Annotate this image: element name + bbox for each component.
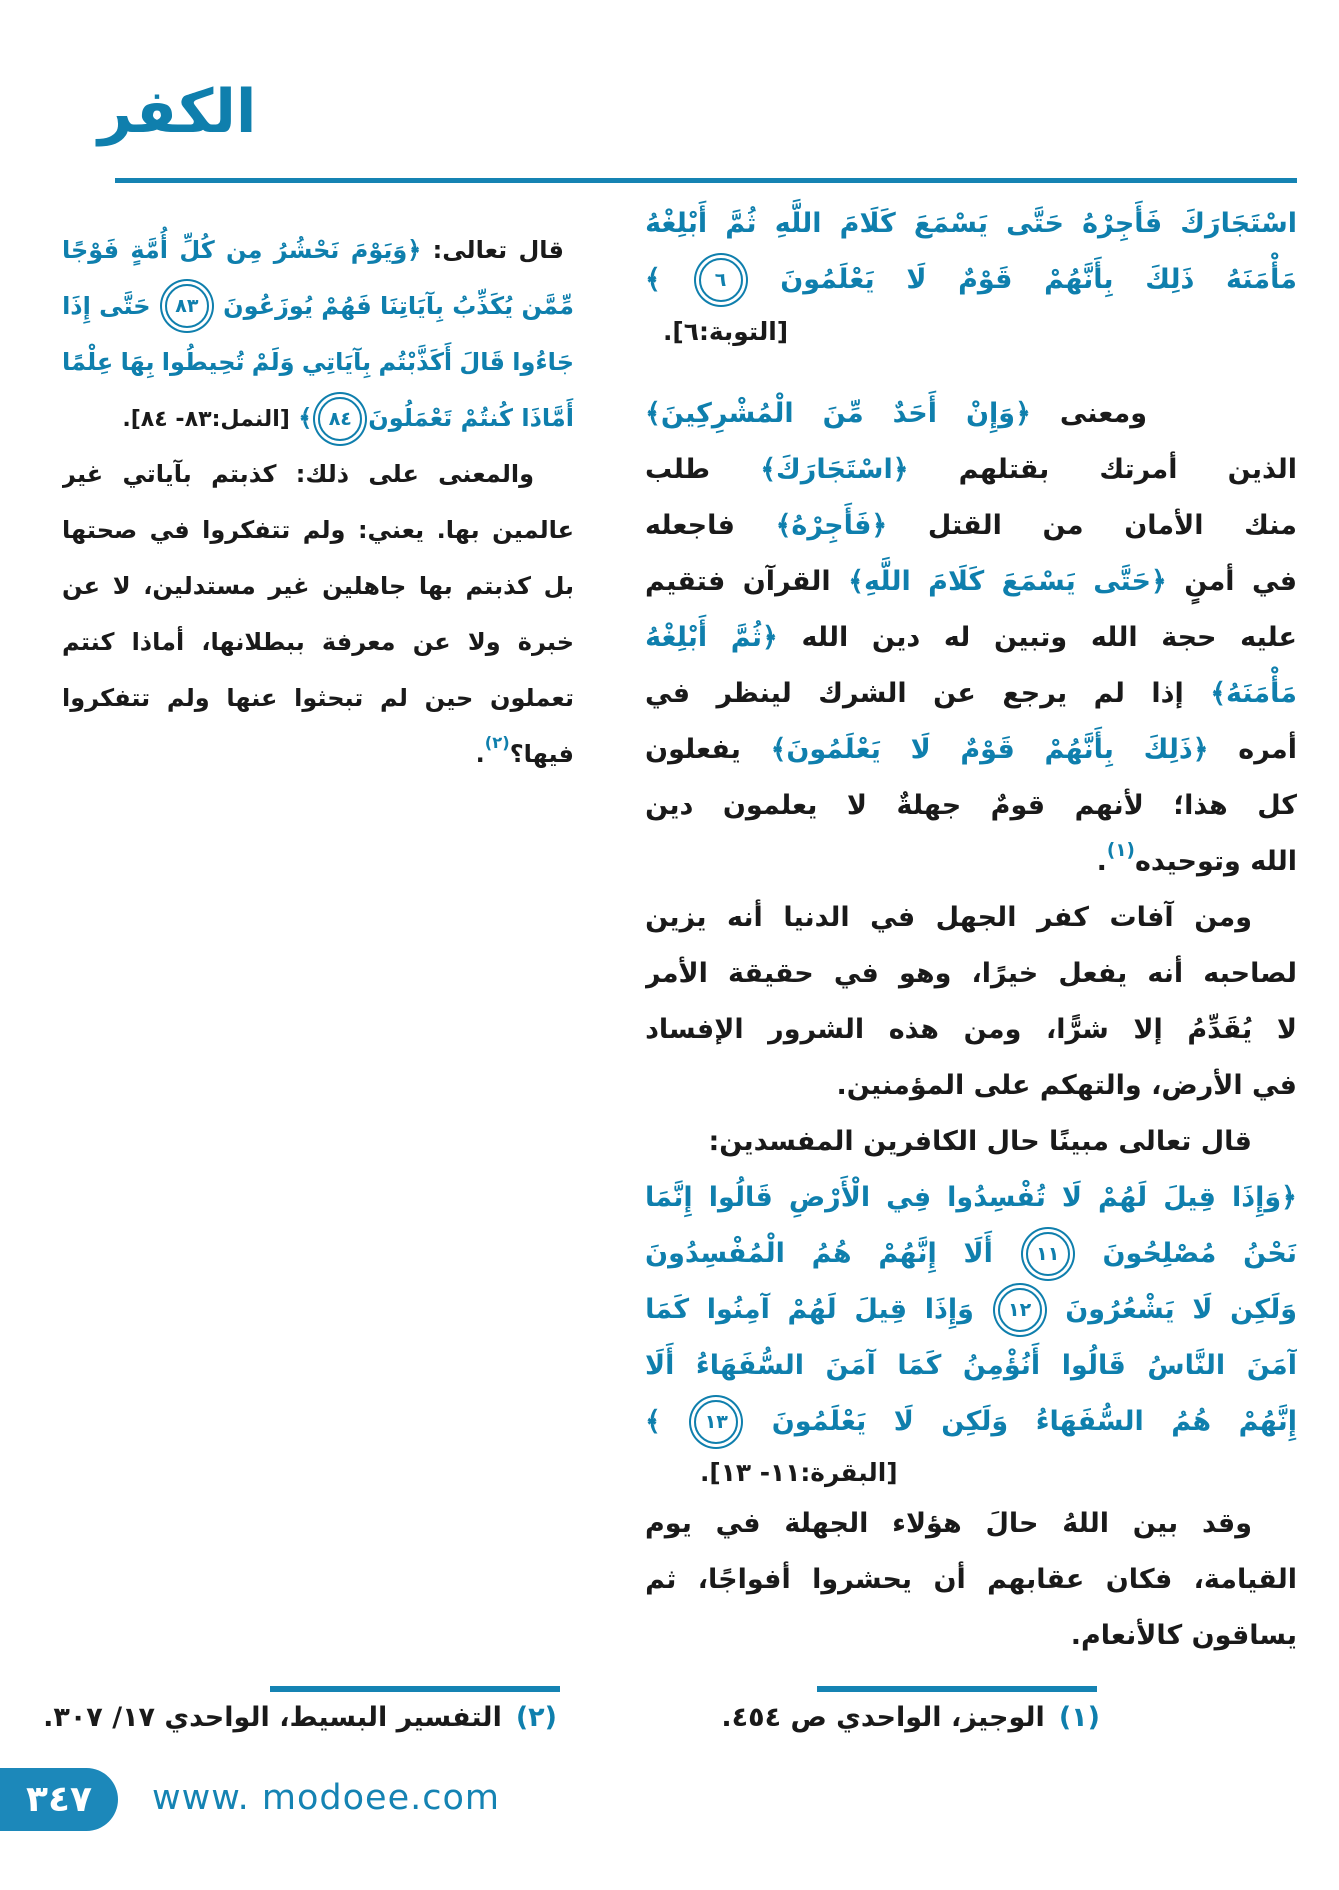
quran-quote: لَا [893, 1406, 914, 1437]
text-line [645, 442, 1297, 498]
body-text: أمرتك [1099, 454, 1178, 485]
body-text: خيرًا، [971, 958, 1039, 989]
body-text: جاهلين [322, 572, 407, 600]
text-line [645, 834, 1297, 890]
body-text: طلب [645, 454, 711, 485]
quran-quote: قَوْمٌ [958, 264, 1013, 295]
text-line [62, 390, 574, 446]
quran-quote: يَعْلَمُونَ﴾ [770, 734, 881, 765]
body-text: لم [380, 684, 408, 712]
body-text: أماذا [131, 628, 185, 656]
body-text: عن [933, 678, 976, 709]
body-text: ذلك: [295, 460, 350, 488]
footnote-rule-left [270, 1686, 560, 1692]
quran-quote: كُلِّ [179, 236, 215, 264]
body-text: وهو [898, 958, 952, 989]
body-text: بين [1132, 1508, 1179, 1539]
quran-quote: بِأَنَّهُمْ [1044, 734, 1114, 765]
citation-text: [البقرة:١١- ١٣]. [700, 1458, 898, 1487]
text-line [62, 446, 574, 502]
body-text: صحتها [62, 516, 138, 544]
quran-quote: حَتَّى [99, 292, 151, 320]
body-text: بها. [436, 516, 480, 544]
quran-quote: مِّنَ [822, 398, 864, 429]
body-text: فكان [1105, 1564, 1173, 1595]
body-text: يساقون كالأنعام. [1070, 1620, 1297, 1651]
body-text: إذا [1151, 678, 1184, 709]
body-text: الأمان [1124, 510, 1204, 541]
quran-quote: نَحْنُ [1243, 1238, 1297, 1269]
body-text: الله [1090, 622, 1138, 653]
quran-quote: لَهُمْ [787, 1294, 837, 1325]
body-text: بآياتي [122, 460, 192, 488]
body-text: لينظر [716, 678, 792, 709]
body-text: لا [112, 572, 131, 600]
footnote-1 [721, 1702, 1100, 1733]
quran-quote: آمَنَ [1246, 1350, 1297, 1381]
body-text: الذين [1227, 454, 1297, 485]
body-text: تعالى: [432, 236, 508, 264]
quran-quote: قَوْمٌ [960, 734, 1015, 765]
verse-number-medallion: ٦ [699, 258, 743, 302]
footnote-reference: (٢) [484, 733, 510, 752]
quran-quote: يَسْمَعَ [1001, 566, 1076, 597]
body-text: يزين [645, 902, 707, 933]
footnote-rule-right [817, 1686, 1097, 1692]
body-text: الشرور [768, 1014, 865, 1045]
text-line [645, 722, 1297, 778]
text-line [645, 386, 1297, 442]
body-text: الجهلة [784, 1508, 869, 1539]
quran-quote: السُّفَهَاءُ [695, 1350, 804, 1381]
footnote-2-text: التفسير البسيط، الواحدي ١٧/ ٣٠٧. [43, 1702, 502, 1733]
page-number: ٣٤٧ [26, 1779, 92, 1820]
verse-number-medallion: ٨٤ [318, 397, 362, 441]
body-text: في [870, 902, 916, 933]
body-text: كل [1257, 790, 1297, 821]
citation-text: [النمل:٨٣- ٨٤]. [122, 407, 290, 432]
body-text: غير [268, 572, 310, 600]
body-text: لا [846, 790, 867, 821]
body-text: تتفكروا [202, 516, 291, 544]
quran-quote: لَا [1061, 1182, 1082, 1213]
text-line [645, 1394, 1297, 1450]
quran-quote: إِذَا [62, 292, 91, 320]
quran-quote: عِلْمًا [62, 348, 114, 376]
body-text: في [715, 1508, 761, 1539]
quran-quote: أَلَا [963, 1238, 993, 1269]
text-line [645, 1058, 1297, 1114]
quran-quote: يَشْعُرُونَ [1065, 1294, 1175, 1325]
body-text: يعلمون [722, 790, 818, 821]
quran-quote: وَإِذَا [924, 1294, 974, 1325]
text-line [645, 946, 1297, 1002]
quran-quote: فَأَجِرْهُ [1082, 208, 1163, 239]
quran-quote: قَالَ [459, 348, 505, 376]
body-text: ومعنى [1059, 398, 1147, 429]
quran-quote: لَا [910, 734, 931, 765]
body-text: من [1042, 510, 1084, 541]
body-text: آفات [1109, 902, 1174, 933]
quran-quote: إِنَّهُمْ [878, 1238, 937, 1269]
citation-text: [التوبة:٦]. [663, 317, 789, 346]
quran-quote: ﴾ [289, 404, 313, 432]
website-link[interactable]: www. modoee.com [152, 1778, 500, 1818]
quran-quote: مِن [226, 236, 263, 264]
quran-quote: ﴾ [645, 264, 661, 295]
body-text: الله [801, 622, 849, 653]
quran-quote: وَلَكِن [1230, 1294, 1297, 1325]
quran-quote: جَاءُوا [512, 348, 574, 376]
body-text: دين [645, 790, 694, 821]
text-line [645, 1450, 1297, 1496]
body-text: حقيقة [728, 958, 814, 989]
body-text: بها [418, 572, 453, 600]
body-text: تعملون [490, 684, 574, 712]
body-text: القتل [927, 510, 1002, 541]
body-text: هؤلاء [892, 1508, 962, 1539]
body-text: ثم [645, 1564, 677, 1595]
quran-quote: أُمَّةٍ [130, 236, 169, 264]
text-line [62, 614, 574, 670]
quran-quote: أَبْلِغْهُ [645, 208, 708, 239]
footnote-1-marker: (١) [1058, 1702, 1100, 1733]
body-text: الدنيا [783, 902, 850, 933]
body-text: الشرك [818, 678, 907, 709]
body-text: كذبتم [465, 572, 531, 600]
quran-quote: بِأَنَّهُمْ [1044, 264, 1114, 295]
quran-quote: ﴿ثُمَّ [730, 622, 778, 653]
body-text: الله وتوحيده [1134, 846, 1297, 877]
text-line [645, 890, 1297, 946]
body-text: كنتم [62, 628, 115, 656]
quran-quote: فِي [886, 1182, 932, 1213]
text-line [645, 610, 1297, 666]
body-text: أمره [1238, 734, 1297, 765]
body-text: ولا [467, 628, 501, 656]
body-text: غير [62, 460, 104, 488]
body-text: عن [62, 572, 101, 600]
quran-quote: ﴾ [645, 1406, 661, 1437]
quran-quote: مَأْمَنَهُ﴾ [1210, 678, 1297, 709]
text-line [645, 1002, 1297, 1058]
body-text: شرًّا، [1045, 1014, 1109, 1045]
quran-quote: كَمَا [645, 1294, 690, 1325]
body-text: هذا؛ [1173, 790, 1228, 821]
body-text: فتقيم [645, 566, 726, 597]
quran-quote: هُمُ [811, 1238, 852, 1269]
quran-quote: ﴿حَتَّى [1093, 566, 1167, 597]
quran-quote: أَبْلِغْهُ [645, 622, 708, 653]
quran-quote: أَنُؤْمِنُ [962, 1350, 1041, 1381]
body-text: لأنهم [1074, 790, 1144, 821]
body-text: الجهل [935, 902, 1017, 933]
body-text: . [1096, 846, 1107, 877]
body-text: عليه [1240, 622, 1297, 653]
body-text: يوم [645, 1508, 692, 1539]
quran-quote: مَأْمَنَهُ [1226, 264, 1297, 295]
quran-quote: قِيلَ [1163, 1182, 1216, 1213]
text-line [645, 1496, 1297, 1552]
quran-quote: وَلَمْ [251, 348, 295, 376]
body-text: عالمين [492, 516, 574, 544]
quran-quote: الْمُشْرِكِينَ﴾ [645, 398, 794, 429]
quran-quote: ﴿ذَلِكَ [1143, 734, 1209, 765]
body-text: أنه [1147, 958, 1184, 989]
quran-quote: يَعْلَمُونَ [780, 264, 875, 295]
quran-quote: لَهُمْ [1098, 1182, 1148, 1213]
quran-quote: بِآيَاتِنَا [380, 292, 444, 320]
body-text: والمعنى [438, 460, 534, 488]
body-text: فيها؟ [509, 740, 574, 768]
text-line [645, 1226, 1297, 1282]
verse-number-medallion: ١٢ [998, 1288, 1042, 1332]
text-line [645, 1114, 1297, 1170]
body-text: وقد [1201, 1508, 1252, 1539]
body-text: لصاحبه [1203, 958, 1297, 989]
quran-quote: اسْتَجَارَكَ [1180, 208, 1297, 239]
body-text: ومن [963, 1014, 1022, 1045]
body-text: أن [933, 1564, 966, 1595]
text-line [62, 558, 574, 614]
text-line [62, 726, 574, 782]
text-line [645, 498, 1297, 554]
body-text: في الأرض، والتهكم على المؤمنين. [836, 1070, 1297, 1101]
quran-quote: ﴿وَإِنْ [966, 398, 1031, 429]
quran-quote: حَتَّى [1006, 208, 1064, 239]
body-text: على [368, 460, 419, 488]
body-text: مستدلين، [143, 572, 256, 600]
quran-quote: فَوْجًا [62, 236, 120, 264]
body-text: ببطلانها، [201, 628, 305, 656]
body-text: عن [412, 628, 451, 656]
body-text: حين [424, 684, 474, 712]
body-text: حجة [1161, 622, 1217, 653]
body-text: ولم [302, 516, 346, 544]
body-text: ومن [1194, 902, 1252, 933]
text-line [645, 1170, 1297, 1226]
body-text: قال تعالى مبينًا حال الكافرين المفسدين: [708, 1126, 1252, 1157]
quran-quote: ثُمَّ [725, 208, 757, 239]
body-text: القيامة، [1193, 1564, 1297, 1595]
chapter-title: الكفر [98, 77, 257, 147]
footnote-2-marker: (٢) [515, 1702, 557, 1733]
body-text: يُقَدِّمُ [1187, 1014, 1253, 1045]
text-line [62, 334, 574, 390]
body-text: جهلةٌ [896, 790, 962, 821]
text-line [645, 308, 1297, 356]
quran-quote: أَحَدٌ [892, 398, 937, 429]
quran-quote: النَّاسُ [1147, 1350, 1226, 1381]
quran-quote: هُمُ [1171, 1406, 1212, 1437]
body-text: لم [1093, 678, 1125, 709]
quran-quote: وَلَكِن [941, 1406, 1009, 1437]
quran-quote: نَحْشُرُ [273, 236, 340, 264]
quran-quote: تُفْسِدُوا [947, 1182, 1046, 1213]
quran-quote: إِنَّمَا [645, 1182, 693, 1213]
body-text: خبرة [517, 628, 574, 656]
footnote-2 [43, 1702, 557, 1733]
quran-quote: أَكَذَّبْتُم [378, 348, 453, 376]
quran-quote: قَالُوا [1061, 1350, 1126, 1381]
body-text: الإفساد [645, 1014, 744, 1045]
body-text: كفر [1036, 902, 1089, 933]
quran-quote: أَمَّاذَا كُنتُمْ تَعْمَلُونَ [368, 404, 574, 432]
body-text: أفواجًا، [697, 1564, 791, 1595]
body-text: بقتلهم [958, 454, 1050, 485]
body-text: دين [871, 622, 921, 653]
body-text: قومٌ [990, 790, 1046, 821]
quran-quote: السُّفَهَاءُ [1035, 1406, 1144, 1437]
header-rule [115, 178, 1297, 183]
quran-quote: ﴿وَإِذَا [1232, 1182, 1297, 1213]
body-text: معرفة [321, 628, 396, 656]
footnote-reference: (١) [1106, 840, 1135, 861]
text-line [645, 554, 1297, 610]
body-text: يعني: [357, 516, 425, 544]
quran-quote: ذَلِكَ [1145, 264, 1195, 295]
quran-quote: إِنَّهُمْ [1238, 1406, 1297, 1437]
verse-number-medallion: ٨٣ [165, 284, 209, 328]
quran-quote: ﴿فَأَجِرْهُ﴾ [775, 510, 888, 541]
body-text: القرآن [742, 566, 831, 597]
text-line [62, 502, 574, 558]
text-line [645, 1552, 1297, 1608]
body-text: قال [518, 236, 564, 264]
verse-number-medallion: ١١ [1026, 1232, 1070, 1276]
quran-quote: ﴿اسْتَجَارَكَ﴾ [760, 454, 909, 485]
text-line [645, 196, 1297, 252]
text-line [645, 666, 1297, 722]
body-text: في [149, 516, 190, 544]
text-line [645, 778, 1297, 834]
body-text: وتبين [993, 622, 1068, 653]
quran-quote: بِآيَاتِي [301, 348, 372, 376]
body-text: في [1252, 566, 1297, 597]
quran-quote: ﴿وَيَوْمَ [350, 236, 422, 264]
quran-quote: لَا [906, 264, 927, 295]
quran-quote: بِهَا [120, 348, 155, 376]
body-text: أنه [727, 902, 763, 933]
quran-quote: يَعْلَمُونَ [771, 1406, 867, 1437]
body-text: له [943, 622, 971, 653]
quran-quote: كَلَامَ [928, 566, 985, 597]
page-number-badge [0, 1768, 118, 1831]
body-text: يرجع [1002, 678, 1068, 709]
quran-quote: آمَنَ [825, 1350, 876, 1381]
body-text: في [645, 678, 691, 709]
body-text: كذبتم [211, 460, 277, 488]
body-text: يفعل [1058, 958, 1128, 989]
quran-quote: يُوزَعُونَ [223, 292, 313, 320]
text-line [645, 1338, 1297, 1394]
quran-quote: كَمَا [897, 1350, 942, 1381]
body-text: أمنٍ [1184, 566, 1235, 597]
body-text: منك [1244, 510, 1297, 541]
quran-quote: الْمُفْسِدُونَ [645, 1238, 785, 1269]
text-line [62, 222, 574, 278]
quran-quote: مُصْلِحُونَ [1102, 1238, 1217, 1269]
quran-quote: فَهُمْ [321, 292, 372, 320]
column-left [62, 222, 574, 782]
quran-quote: يُكَذِّبُ [452, 292, 514, 320]
body-text: إلا [1133, 1014, 1163, 1045]
column-right [645, 196, 1297, 1664]
verse-number-medallion: ١٣ [694, 1400, 738, 1444]
quran-quote: أَلَا [645, 1350, 675, 1381]
body-text: الأمر [645, 958, 708, 989]
text-line [645, 1608, 1297, 1664]
quran-quote: لَا [1192, 1294, 1213, 1325]
quran-quote: كَلَامَ [839, 208, 896, 239]
text-line [62, 278, 574, 334]
body-text: اللهُ [1062, 1508, 1109, 1539]
quran-quote: قِيلَ [854, 1294, 908, 1325]
body-text: في [833, 958, 879, 989]
text-line [62, 670, 574, 726]
quran-quote: قَالُوا [708, 1182, 773, 1213]
body-text: هذه [888, 1014, 939, 1045]
body-text: عنها [226, 684, 278, 712]
body-text: يحشروا [812, 1564, 913, 1595]
body-text: لا [1276, 1014, 1297, 1045]
text-line [645, 1282, 1297, 1338]
body-text: يفعلون [645, 734, 741, 765]
quran-quote: تُحِيطُوا [161, 348, 245, 376]
body-text: . [475, 740, 485, 768]
quran-quote: الْأَرْضِ [788, 1182, 871, 1213]
body-text: حالَ [985, 1508, 1039, 1539]
text-line [645, 252, 1297, 308]
body-text: عقابهم [987, 1564, 1085, 1595]
quran-quote: اللَّهِ﴾ [848, 566, 911, 597]
quran-quote: آمِنُوا [706, 1294, 770, 1325]
body-text: تتفكروا [62, 684, 151, 712]
footnote-1-text: الوجيز، الواحدي ص ٤٥٤. [721, 1702, 1045, 1733]
body-text: بل [543, 572, 574, 600]
body-text: تبحثوا [294, 684, 364, 712]
quran-quote: مِّمَّن [521, 292, 574, 320]
body-text: فاجعله [645, 510, 735, 541]
body-text: ولم [166, 684, 210, 712]
quran-quote: يَسْمَعَ [913, 208, 988, 239]
quran-quote: اللَّهِ [774, 208, 822, 239]
